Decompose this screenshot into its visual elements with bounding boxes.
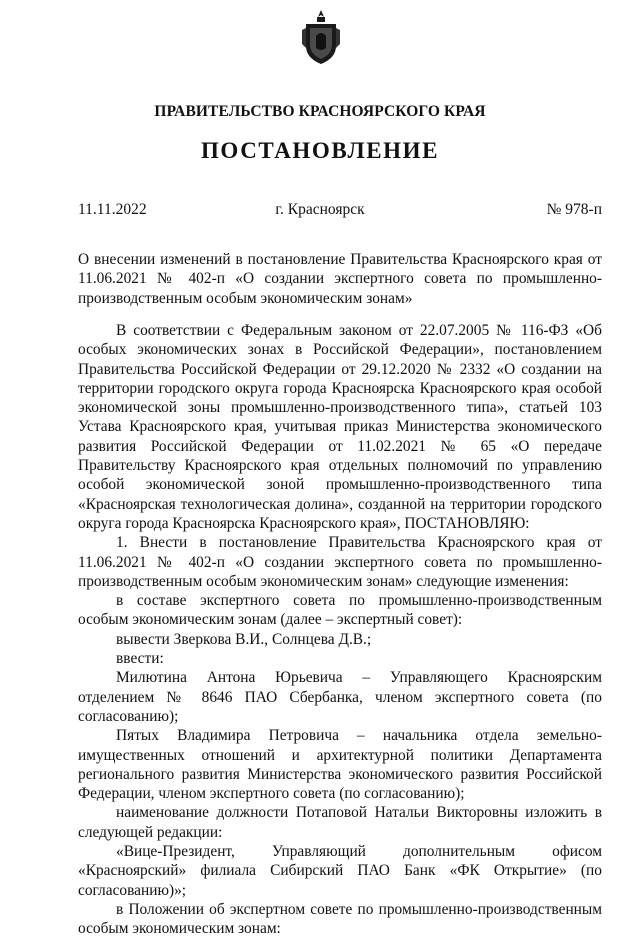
document-city: г. Красноярск [275, 201, 365, 218]
document-date: 11.11.2022 [78, 201, 147, 218]
body-paragraph: ввести: [116, 650, 164, 668]
body-paragraph: в Положении об экспертном совете по промышленно-производственным особым экономическим зонам: [78, 900, 602, 938]
document-number: № 978-п [546, 201, 602, 218]
coat-of-arms-icon [300, 8, 342, 66]
body-paragraph: Милютина Антона Юрьевича – Управляющего Красноярским отделением № 8646 ПАО Сбербанка, членом экспертного совета (по согласованию); [78, 669, 602, 725]
document-subject: О внесении изменений в постановление Правительства Красноярского края от 11.06.2021 № 402-п «О создании экспертного совета по промышленно-производственным особым экономическим зонам» [78, 251, 602, 307]
body-paragraph: «Вице-Президент, Управляющий дополнительным офисом «Красноярский» филиала Сибирский ПАО Банк «ФК Открытие» (по согласованию)»; [78, 843, 602, 899]
government-name: ПРАВИТЕЛЬСТВО КРАСНОЯРСКОГО КРАЯ [154, 103, 486, 120]
document-type: ПОСТАНОВЛЕНИЕ [200, 138, 440, 163]
body-paragraph: наименование должности Потаповой Натальи Викторовны изложить в следующей редакции: [78, 804, 602, 841]
body-paragraph: вывести Зверкова В.И., Солнцева Д.В.; [116, 630, 372, 648]
body-paragraph: Пятых Владимира Петровича – начальника отдела земельно-имущественных отношений и архитектурной политики Департамента регионального развития Министерства экономического развития Российской Федерации, членом экспертного совета (по согласованию); [78, 727, 602, 803]
body-paragraph: в составе экспертного совета по промышленно-производственным особым экономическим зонам (далее – экспертный совет): [78, 592, 602, 629]
body-paragraph: 1. Внести в постановление Правительства Красноярского края от 11.06.2021 № 402-п «О создании экспертного совета по промышленно-производственным особым экономическим зонам» следующие изменения: [78, 534, 602, 590]
document-body [78, 321, 602, 939]
body-paragraph: В соответствии с Федеральным законом от 22.07.2005 № 116-ФЗ «Об особых экономических зонах в Российской Федерации», постановлением Правительства Российской Федерации от 29.12.2020 № 2332 «О создании на территории городского округа города Красноярска Красноярского края особой экономической зоны промышленно-производственного типа», статьей 103 Устава Красноярского края, учитывая приказ Министерства экономического развития Российской Федерации от 11.02.2021 № 65 «О передаче Правительству Красноярского края отдельных полномочий по управлению особой экономической зоной промышленно-производственного типа «Красноярская технологическая долина», созданной на территории городского округа города Красноярска Красноярского края», ПОСТАНОВЛЯЮ: [78, 322, 602, 532]
